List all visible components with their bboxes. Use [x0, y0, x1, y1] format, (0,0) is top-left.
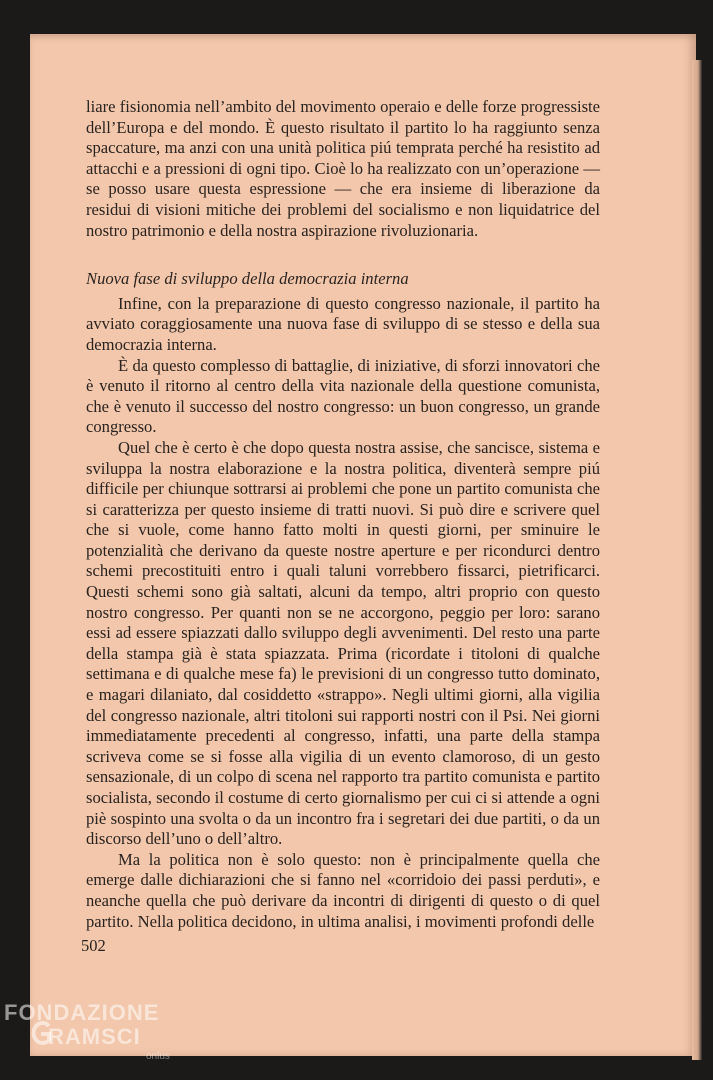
- watermark-line3: onlus: [146, 1051, 170, 1062]
- paragraph: È da questo complesso di battaglie, di iniziative, di sforzi innovatori che è venuto il ritorno al centro della vita nazionale della questione comunista, che è venuto il successo del nostro congresso: un buon congresso, un grande congresso.: [86, 355, 600, 437]
- page-number: 502: [81, 936, 106, 955]
- page-edge: [692, 60, 702, 1060]
- section-heading: Nuova fase di sviluppo della democrazia interna: [86, 269, 409, 289]
- watermark-logo: [4, 998, 204, 1072]
- watermark-line2: RAMSCI: [48, 1024, 141, 1049]
- paragraph: liare fisionomia nell’ambito del movimento operaio e delle forze progressiste dell’Europa e del mondo. È questo risultato il partito lo ha raggiunto senza spaccature, ma anzi con una unità politica piú temprata perché ha resistito ad attacchi e a pressioni di ogni tipo. Cioè lo ha realizzato con un’operazione — se posso usare questa espressione — che era insieme di liberazione da residui di visioni mitiche dei problemi del socialismo e non liquidatrice del nostro patrimonio e della nostra aspirazione rivoluzionaria.: [86, 97, 600, 240]
- paragraph: Infine, con la preparazione di questo congresso nazionale, il partito ha avviato coraggiosamente una nuova fase di sviluppo di se stesso e della sua democrazia interna.: [86, 293, 600, 354]
- text-block: [86, 97, 600, 932]
- paragraph: Ma la politica non è solo questo: non è principalmente quella che emerge dalle dichiarazioni che si fanno nel «corridoio dei passi perduti», e neanche quella che può derivare da incontri di dirigenti di questo o di quel partito. Nella politica decidono, in ultima analisi, i movimenti profondi delle: [86, 849, 600, 931]
- watermark-line1: FONDAZIONE: [4, 1000, 160, 1025]
- paragraph: Quel che è certo è che dopo questa nostra assise, che sancisce, sistema e sviluppa la nostra elaborazione e la nostra politica, diventerà sempre piú difficile per chiunque sottrarsi ai problemi che pone un partito comunista che si caratterizza per questo insieme di tratti nuovi. Si può dire e scrivere quel che si vuole, come hanno fatto molti in questi giorni, per sminuire le potenzialità che derivano da queste nostre aperture e per ricondurci dentro schemi precostituiti entro i quali taluni vorrebbero fissarci, pietrificarci. Questi schemi sono già saltati, alcuni da tempo, altri proprio con questo nostro congresso. Per quanti non se ne accorgono, peggio per loro: sarano essi ad essere spiazzati dallo sviluppo degli avvenimenti. Del resto una parte della stampa già è stata spiazzata. Prima (ricordate i titoloni di qualche settimana e di qualche mese fa) le previsioni di un congresso tutto dominato, e magari dilaniato, dal cosiddetto «strappo». Negli ultimi giorni, alla vigilia del congresso nazionale, altri titoloni sui rapporti nostri con il Psi. Nei giorni immediatamente precedenti al congresso, infatti, una parte della stampa scriveva come se si fosse alla vigilia di un evento clamoroso, di un gesto sensazionale, di un colpo di scena nel rapporto tra partito comunista e partito socialista, secondo il costume di certo giornalismo per cui ci si attende a ogni piè sospinto una svolta o da un incontro fra i segretari dei due partiti, o da un discorso dell’uno o dell’altro.: [86, 437, 600, 849]
